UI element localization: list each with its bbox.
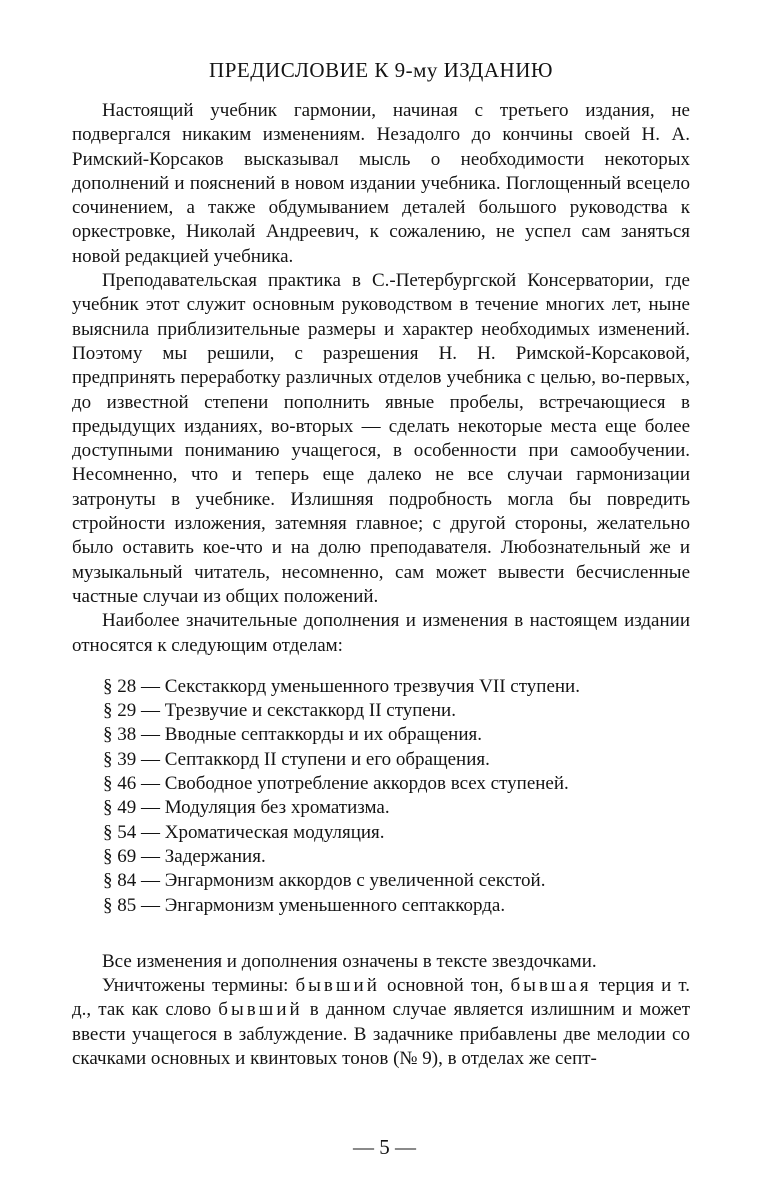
paragraph-asterisks: Все изменения и дополнения означены в тексте звездочками. [102,950,597,972]
paragraph-intro: Настоящий учебник гармонии, начиная с третьего издания, не подвергался никаким изменениям. Незадолго до кончины своей Н. А. Римский-Корсаков высказывал мысль о необходимости некоторых дополнений и пояснений в новом издании учебника. Поглощенный всецело сочинением, а также обдумыванием деталей большого руководства к оркестровке, Николай Андреевич, к сожалению, не успел сам заняться новой редакцией учебника. [72,100,690,267]
list-item: § 49 — Модуляция без хроматизма. [103,797,390,819]
list-item: § 29 — Трезвучие и секстаккорд II ступени. [103,700,456,722]
spaced-word: бывший [295,975,380,997]
terms-text-4: в данном случае является излишним и может ввести учащегося в заблуждение. В задачнике прибавлены две мелодии со скачками основных и квинтовых тонов (№ 9), в отделах же септ- [72,999,690,1069]
list-item: § 38 — Вводные септаккорды и их обращения. [103,724,482,746]
list-item: § 54 — Хроматическая модуляция. [103,821,385,843]
list-item: § 84 — Энгармонизм аккордов с увеличенной секстой. [103,870,546,892]
paragraph-terms [72,974,690,1071]
terms-text-3: терция и т. д., так как слово [72,975,690,1021]
spacer [72,918,690,950]
list-item: § 39 — Септаккорд II ступени и его обращения. [103,748,490,770]
paragraph-practice: Преподавательская практика в С.-Петербургской Консерватории, где учебник этот служит основным руководством в течение многих лет, ныне выяснила приблизительные размеры и характер необходимых изменений. Поэтому мы решили, с разрешения Н. Н. Римской-Корсаковой, предпринять переработку различных отделов учебника с целью, во-первых, до известной степени пополнить явные пробелы, встречающиеся в предыдущих изданиях, во-вторых — сделать некоторые места еще более доступными пониманию учащегося, в особенности при самообучении. Несомненно, что и теперь еще далеко не все случаи гармонизации затронуты в учебнике. Излишняя подробность могла бы повредить стройности изложения, затемняя главное; с другой стороны, желательно было оставить кое-что и на долю преподавателя. Любознательный же и музыкальный читатель, несомненно, сам может вывести бесчисленные частные случаи из общих положений. [72,270,690,607]
spaced-word: бывшая [510,975,592,997]
sections-list [72,675,690,918]
spaced-word: бывший [218,999,303,1021]
terms-text-1: Уничтожены термины: [102,975,296,997]
page-number: — 5 — [353,1135,416,1159]
list-item: § 46 — Свободное употребление аккордов всех ступеней. [103,773,569,795]
document-page [72,58,690,1071]
list-item: § 85 — Энгармонизм уменьшенного септаккорда. [103,894,506,916]
terms-text-2: основной тон, [379,975,511,997]
page-title: ПРЕДИСЛОВИЕ К 9-му ИЗДАНИЮ [209,58,553,82]
list-item: § 28 — Секстаккорд уменьшенного трезвучия VII ступени. [103,675,580,697]
paragraph-additions-lead: Наиболее значительные дополнения и изменения в настоящем издании относятся к следующим отделам: [72,610,690,656]
list-item: § 69 — Задержания. [103,845,266,867]
